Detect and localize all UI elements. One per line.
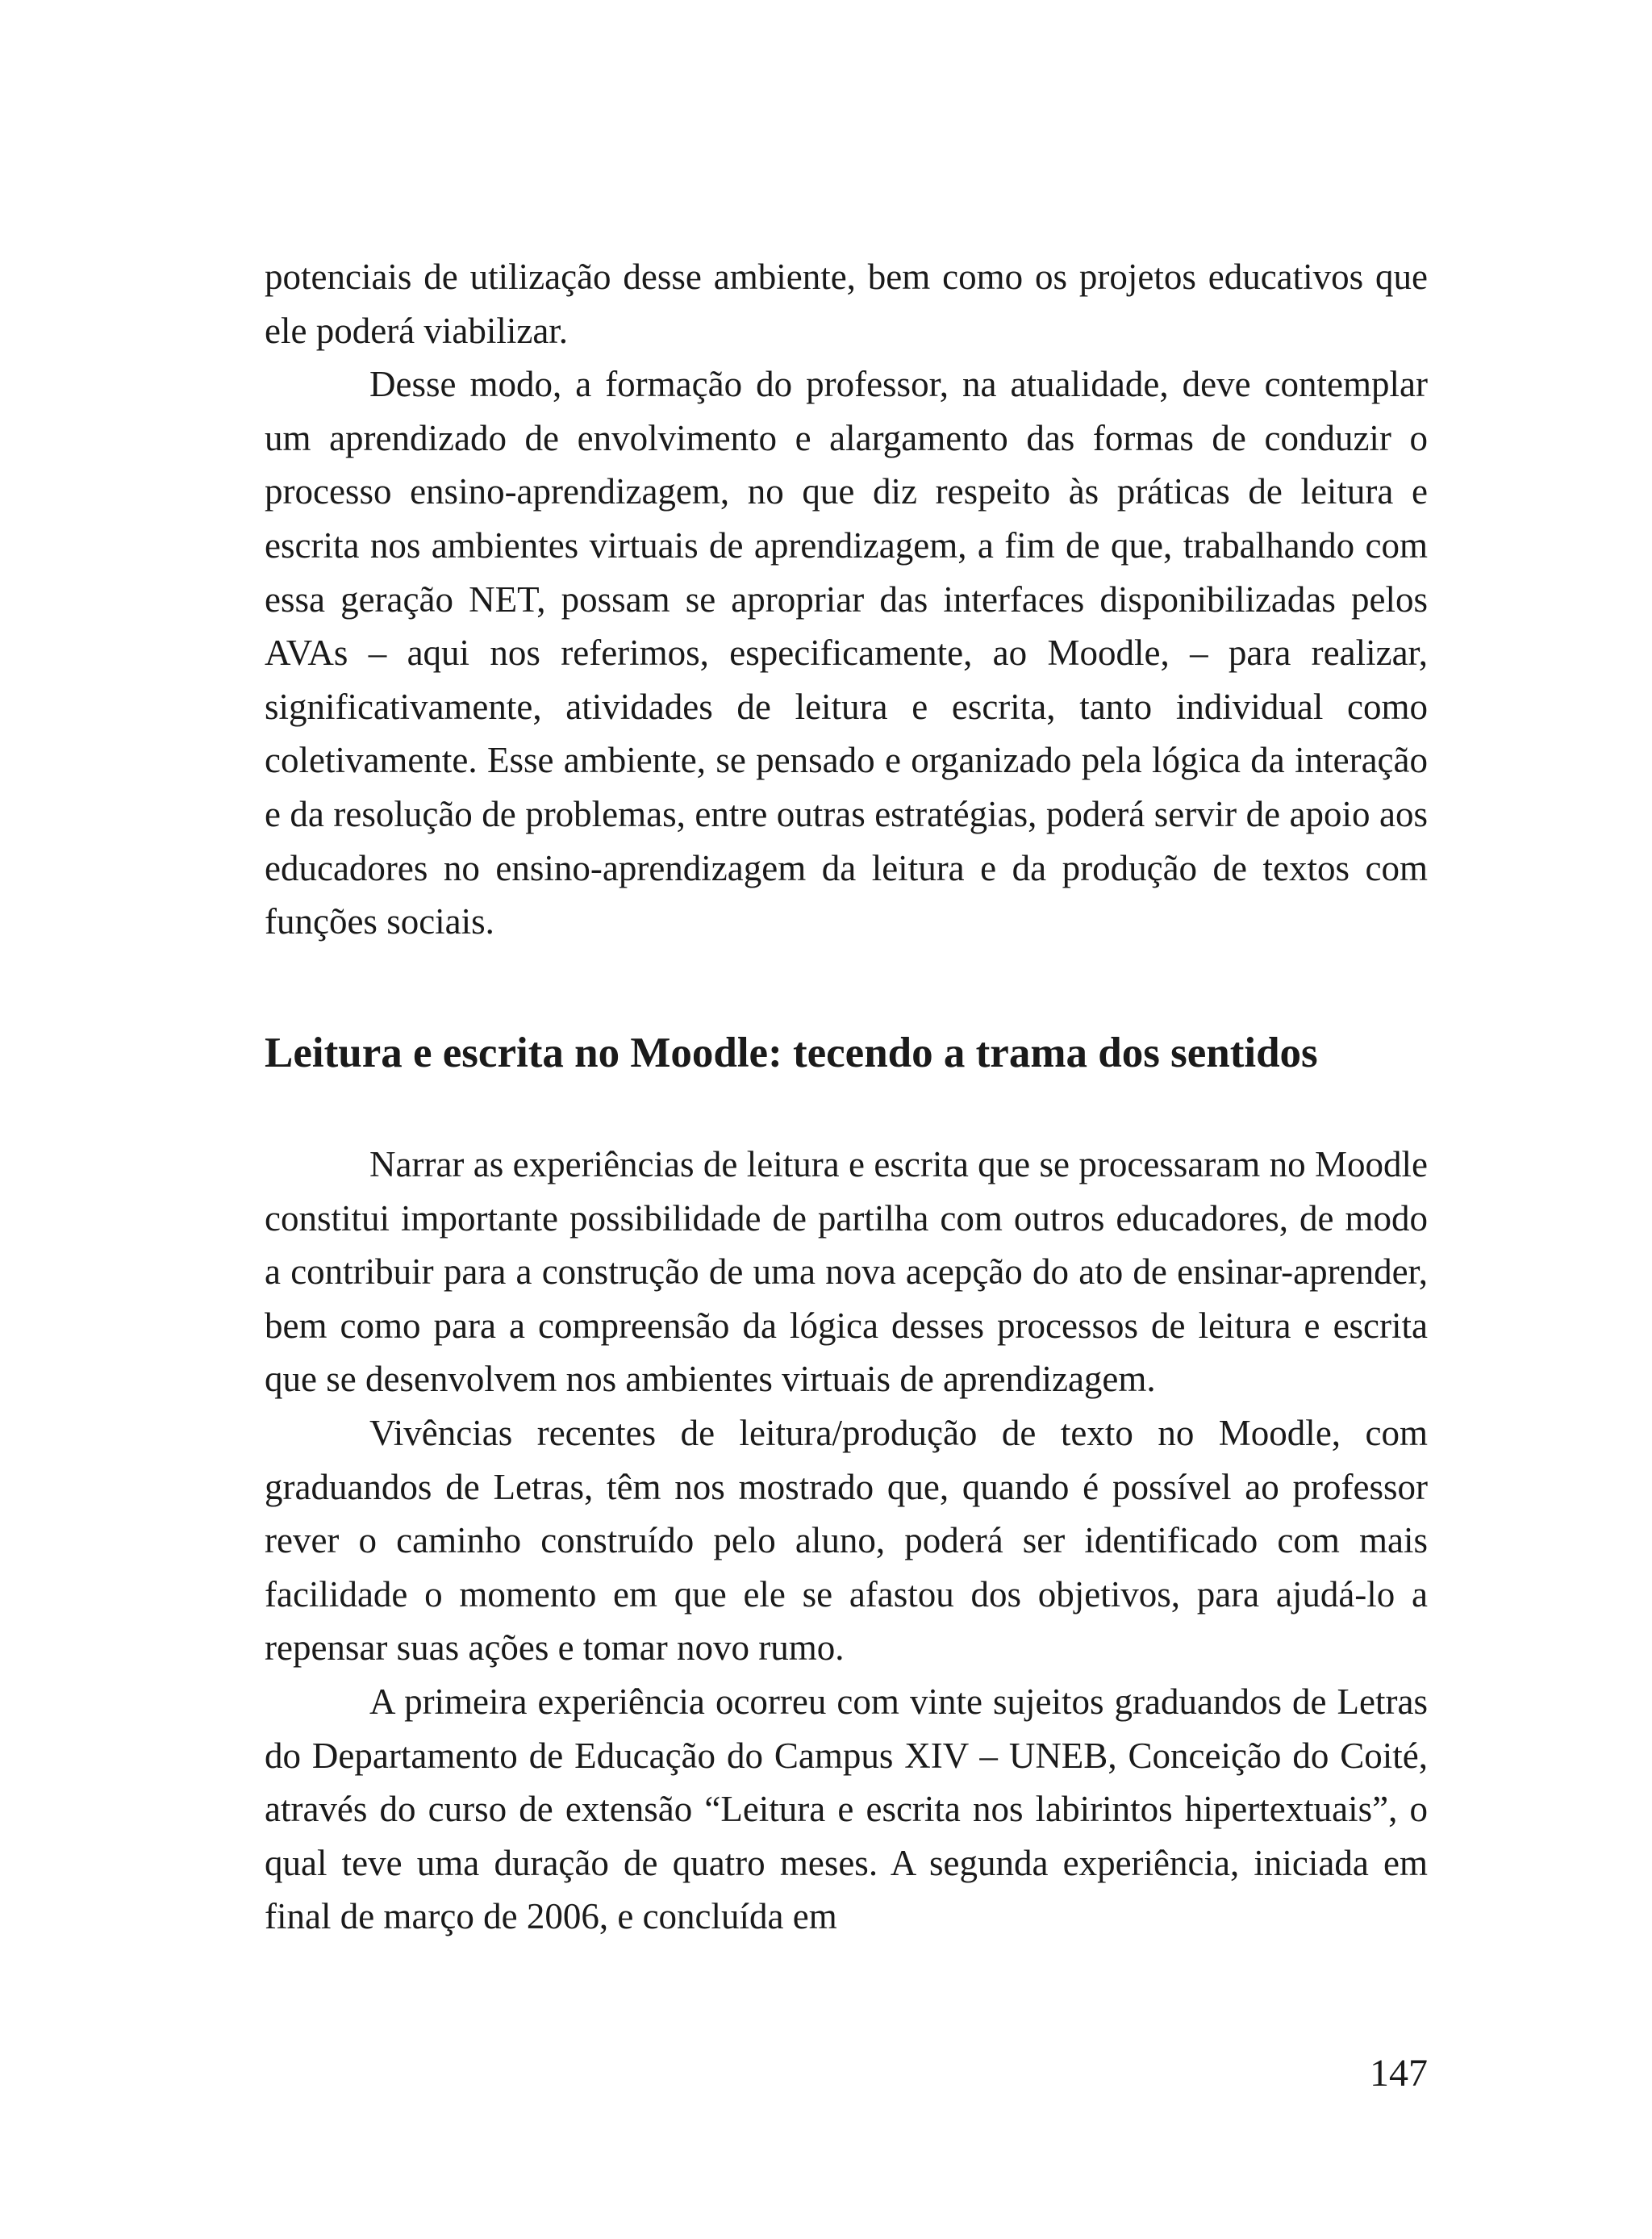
section-heading: Leitura e escrita no Moodle: tecendo a trama dos sentidos bbox=[265, 1030, 1318, 1076]
paragraph-teacher-training: Desse modo, a formação do professor, na atualidade, deve contemplar um aprendizado de envolvimento e alargamento das formas de conduzir o processo ensino-aprendizagem, no que diz respeito às práticas de leitura e escrita nos ambientes virtuais de aprendizagem, a fim de que, trabalhando com essa geração NET, possam se apropriar das interfaces disponibilizadas pelos AVAs – aqui nos referimos, especificamente, ao Moodle, – para realizar, significativamente, atividades de leitura e escrita, tanto individual como coletivamente. Esse ambiente, se pensado e organizado pela lógica da interação e da resolução de problemas, entre outras estratégias, poderá servir de apoio aos educadores no ensino-aprendizagem da leitura e da produção de textos com funções sociais. bbox=[265, 364, 1428, 942]
paragraph-first-experience: A primeira experiência ocorreu com vinte sujeitos graduandos de Letras do Departamento de Educação do Campus XIV – UNEB, Conceição do Coité, através do curso de extensão “Leitura e escrita nos labirintos hipertextuais”, o qual teve uma duração de quatro meses. A segunda experiência, iniciada em final de março de 2006, e concluída em bbox=[265, 1681, 1428, 1937]
paragraph-continuation: potenciais de utilização desse ambiente, bem como os projetos educativos que ele poderá viabilizar. bbox=[265, 257, 1428, 351]
bottom-text-block bbox=[265, 1138, 1428, 1944]
paragraph-recent-experiences: Vivências recentes de leitura/produção de texto no Moodle, com graduandos de Letras, têm nos mostrado que, quando é possível ao professor rever o caminho construído pelo aluno, poderá ser identificado com mais facilidade o momento em que ele se afastou dos objetivos, para ajudá-lo a repensar suas ações e tomar novo rumo. bbox=[265, 1412, 1428, 1669]
paragraph-narrating-experiences: Narrar as experiências de leitura e escrita que se processaram no Moodle constitui importante possibilidade de partilha com outros educadores, de modo a contribuir para a construção de uma nova acepção do ato de ensinar-aprender, bem como para a compreensão da lógica desses processos de leitura e escrita que se desenvolvem nos ambientes virtuais de aprendizagem. bbox=[265, 1144, 1428, 1400]
page-number: 147 bbox=[1370, 2052, 1428, 2095]
top-text-block bbox=[265, 250, 1428, 949]
